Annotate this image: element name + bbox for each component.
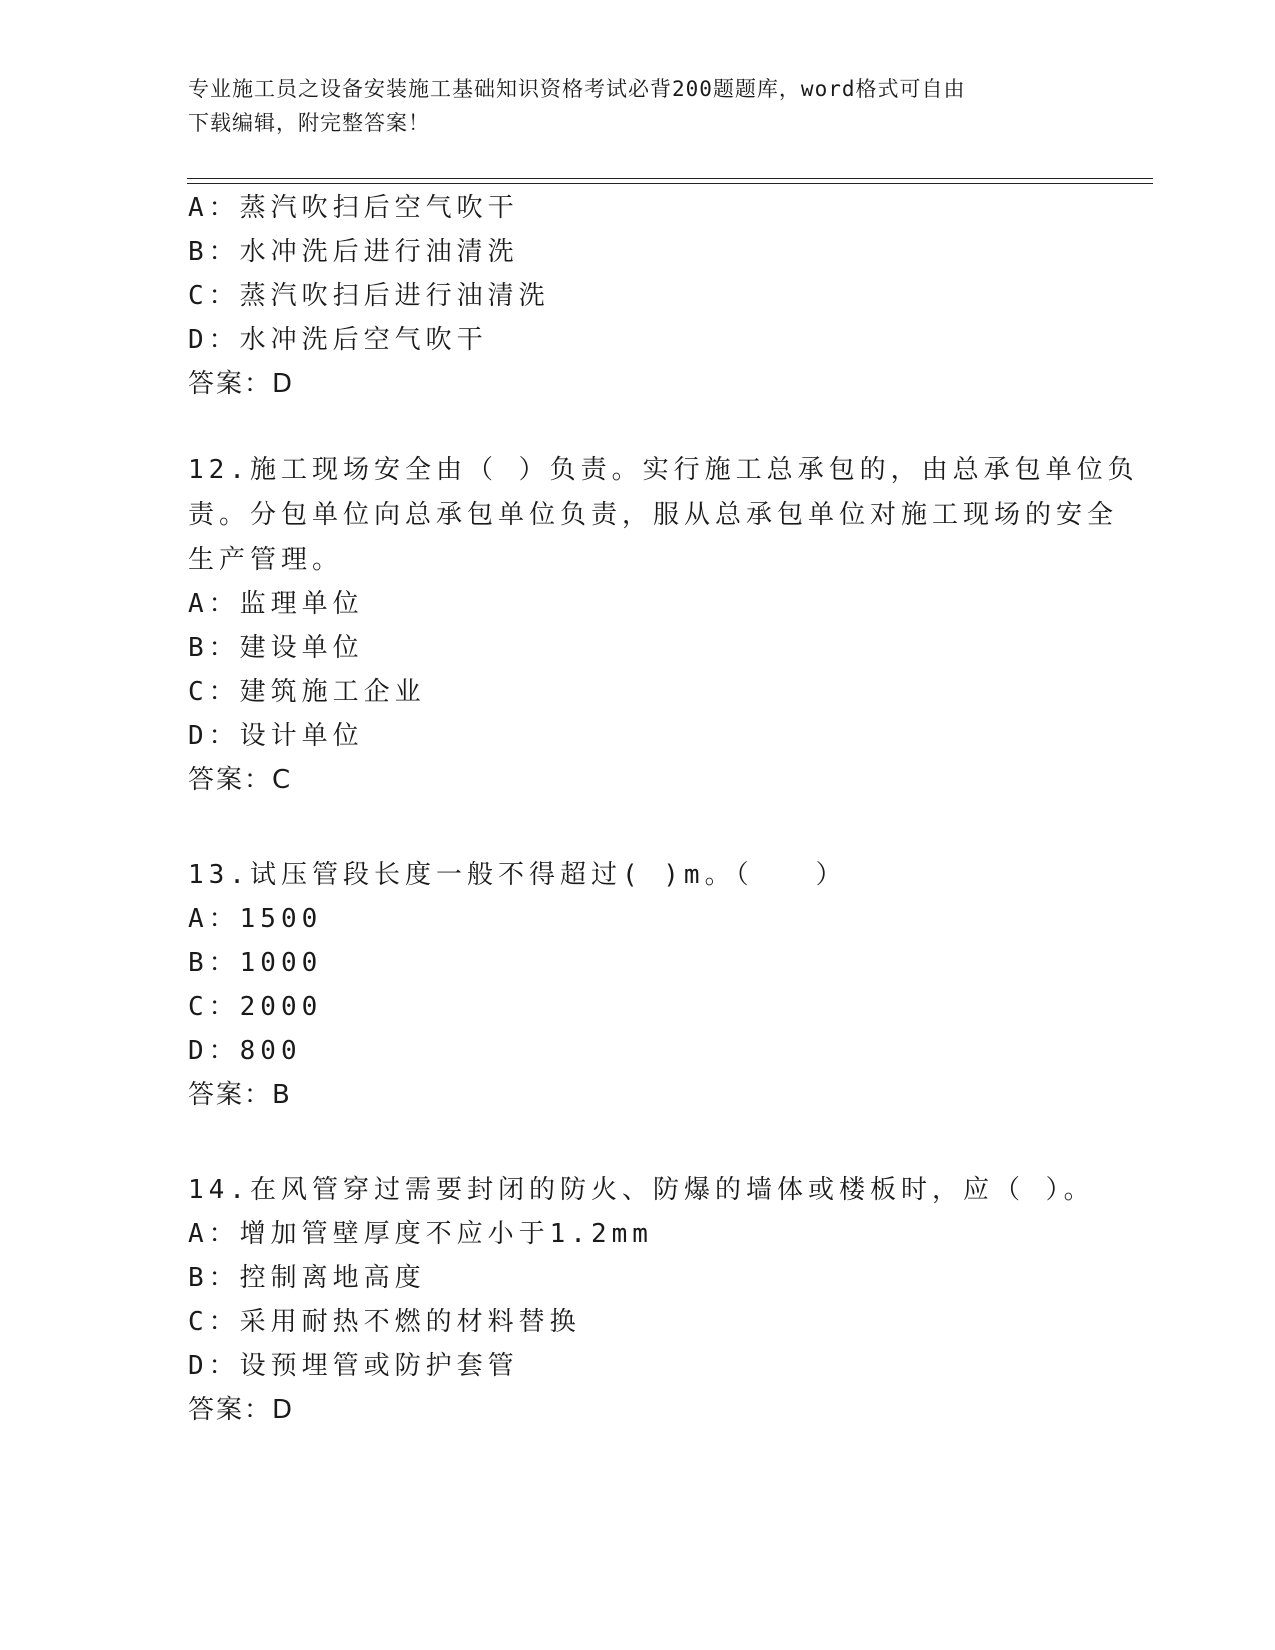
option-b: B：1000 xyxy=(188,948,323,978)
option-b: B：控制离地高度 xyxy=(188,1263,426,1293)
option-a: A：监理单位 xyxy=(188,589,364,619)
answer-line: 答案：B xyxy=(188,1080,292,1110)
header-line-1: 专业施工员之设备安装施工基础知识资格考试必背200题题库，word格式可自由 xyxy=(188,77,966,101)
option-d: D：设计单位 xyxy=(188,721,364,751)
question-stem-line-1: 14.在风管穿过需要封闭的防火、防爆的墙体或楼板时，应（ ）。 xyxy=(188,1175,1095,1205)
answer-line: 答案：D xyxy=(188,369,295,399)
header-divider-bottom xyxy=(187,183,1153,184)
option-d: D：水冲洗后空气吹干 xyxy=(188,325,488,355)
option-c: C：建筑施工企业 xyxy=(188,677,426,707)
question-stem-line-1: 13.试压管段长度一般不得超过( )m。（ ） xyxy=(188,860,847,890)
header-line-2: 下载编辑，附完整答案！ xyxy=(188,111,430,135)
option-b: B：水冲洗后进行油清洗 xyxy=(188,237,519,267)
header-divider-top xyxy=(187,178,1153,179)
option-d: D：设预埋管或防护套管 xyxy=(188,1351,519,1381)
option-c: C：2000 xyxy=(188,992,323,1022)
answer-line: 答案：C xyxy=(188,765,293,795)
question-stem-line-3: 生产管理。 xyxy=(188,545,344,575)
question-stem-line-1: 12.施工现场安全由（ ）负责。实行施工总承包的，由总承包单位负 xyxy=(188,455,1139,485)
document-header xyxy=(188,72,1068,140)
option-d: D：800 xyxy=(188,1036,302,1066)
option-c: C：蒸汽吹扫后进行油清洗 xyxy=(188,281,550,311)
question-stem-line-2: 责。分包单位向总承包单位负责，服从总承包单位对施工现场的安全 xyxy=(188,500,1119,530)
option-a: A：1500 xyxy=(188,904,323,934)
option-b: B：建设单位 xyxy=(188,633,364,663)
option-a: A：增加管壁厚度不应小于1.2mm xyxy=(188,1219,653,1249)
option-a: A：蒸汽吹扫后空气吹干 xyxy=(188,193,519,223)
option-c: C：采用耐热不燃的材料替换 xyxy=(188,1307,581,1337)
answer-line: 答案：D xyxy=(188,1395,295,1425)
